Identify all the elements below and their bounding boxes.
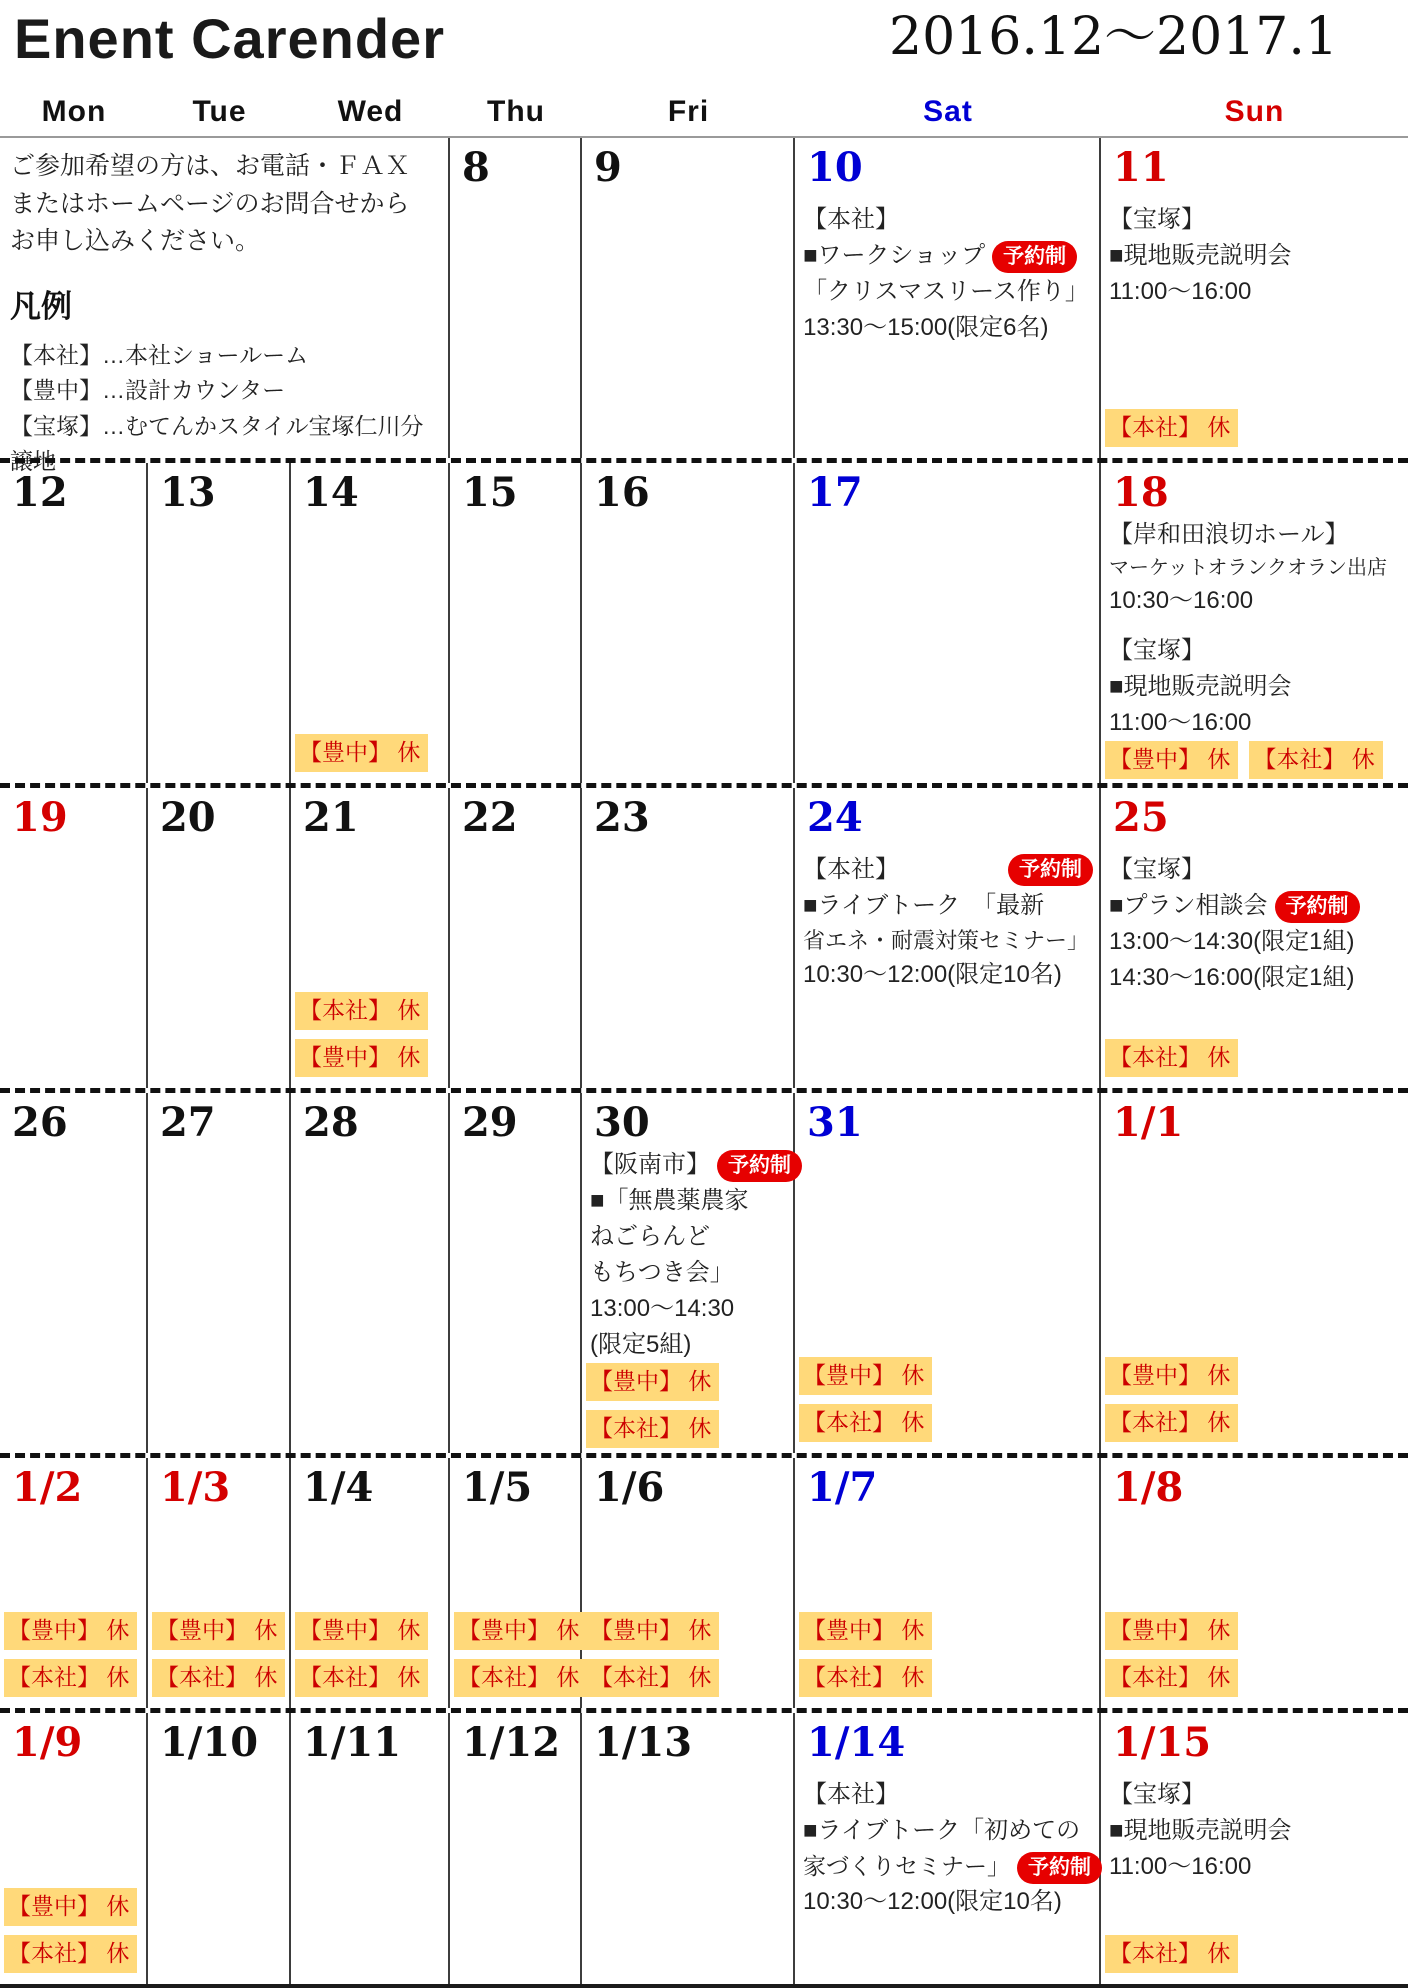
closed-badge: 【本社】 休 <box>4 1935 137 1973</box>
calendar-cell <box>291 1093 450 1453</box>
event <box>586 1147 792 1363</box>
event-text: ■ライブトーク 「最新 <box>803 892 1045 919</box>
date-label: 31 <box>807 1099 863 1146</box>
calendar-cell <box>795 1093 1101 1453</box>
badge-row <box>152 1612 285 1650</box>
badge-row <box>295 1612 428 1650</box>
badge-row <box>152 1659 285 1697</box>
badge-row <box>1105 1039 1238 1077</box>
calendar-cell <box>291 788 450 1088</box>
event-text: 13:00～14:30 <box>590 1295 735 1322</box>
badge-row <box>4 1888 137 1926</box>
week-row <box>0 138 1408 475</box>
date-label: 27 <box>159 1099 216 1146</box>
event-text: ■ワークショップ <box>803 242 986 269</box>
badge-row <box>586 1363 719 1401</box>
calendar-cell <box>1101 1713 1408 1984</box>
closed-badge: 【豊中】 休 <box>799 1357 932 1395</box>
event-text: 13:30～15:00(限定6名) <box>803 314 1049 341</box>
event-line <box>803 1884 1093 1920</box>
badge-row <box>4 1612 137 1650</box>
event-line <box>1109 960 1402 996</box>
event-line <box>1109 888 1402 924</box>
event <box>1105 202 1402 310</box>
week-row <box>0 1453 1408 1708</box>
event-text: 11:00～16:00 <box>1109 1853 1252 1880</box>
event-line <box>1109 924 1402 960</box>
badge-row <box>586 1659 719 1697</box>
event-text: 14:30～16:00(限定1組) <box>1109 964 1355 991</box>
event-line <box>1109 705 1402 741</box>
calendar-cell <box>582 788 795 1088</box>
closed-badges <box>1105 741 1402 784</box>
day-header-sun: Sun <box>1224 95 1285 128</box>
event-line <box>1109 1849 1402 1885</box>
event-text: 【宝塚】 <box>1109 637 1205 664</box>
badge-row <box>295 1659 428 1697</box>
event-line <box>1109 202 1402 238</box>
event-text: 「クリスマスリース作り」 <box>803 278 1089 305</box>
closed-badge: 【豊中】 休 <box>295 1612 428 1650</box>
event-text: 【宝塚】 <box>1109 1781 1205 1808</box>
calendar-cell <box>0 1458 148 1708</box>
calendar-cell <box>148 788 291 1088</box>
calendar-cell <box>291 1458 450 1708</box>
closed-badges <box>799 1357 1093 1447</box>
legend-title: 凡例 <box>10 288 72 324</box>
event-line <box>803 238 1093 274</box>
date-label: 29 <box>461 1099 518 1146</box>
closed-badge: 【本社】 休 <box>586 1659 719 1697</box>
date-label: 14 <box>303 469 359 516</box>
closed-badge: 【豊中】 休 <box>799 1612 932 1650</box>
event <box>799 202 1093 346</box>
badge-row <box>454 1612 587 1650</box>
day-header-thu: Thu <box>487 95 545 128</box>
closed-badge: 【豊中】 休 <box>1105 1612 1238 1650</box>
legend-item: 【本社】…本社ショールーム <box>10 341 309 368</box>
event-line <box>590 1183 787 1219</box>
closed-badge: 【豊中】 休 <box>1105 741 1238 779</box>
closed-badges <box>586 1612 787 1702</box>
event-text: 省エネ・耐震対策セミナー」 <box>803 928 1090 953</box>
badge-row <box>454 1659 587 1697</box>
event-text: 【阪南市】 <box>590 1151 711 1178</box>
date-label: 8 <box>461 144 490 191</box>
closed-badge: 【本社】 休 <box>1105 409 1238 447</box>
date-label: 30 <box>594 1099 650 1146</box>
closed-badges <box>152 1612 283 1702</box>
date-label: 23 <box>594 794 650 841</box>
badge-row <box>799 1612 932 1650</box>
calendar-cell <box>148 463 291 783</box>
event-text: (限定5組) <box>590 1331 692 1358</box>
event-line <box>803 1849 1093 1884</box>
reservation-badge: 予約制 <box>717 1150 802 1182</box>
date-range: 2016.12～2017.1 <box>889 7 1338 67</box>
date-label: 1/12 <box>461 1719 561 1766</box>
event-line <box>1109 238 1402 274</box>
date-label: 24 <box>807 794 863 841</box>
event-text: 【本社】 <box>803 206 900 233</box>
event <box>1105 517 1402 619</box>
event-line <box>590 1219 787 1255</box>
week-row <box>0 458 1408 783</box>
event-line <box>803 310 1093 346</box>
badge-row <box>799 1659 932 1697</box>
date-label: 1/11 <box>303 1719 402 1766</box>
date-label: 17 <box>807 469 863 516</box>
badge-row <box>1105 409 1238 447</box>
event <box>1105 1777 1402 1885</box>
event-line <box>803 957 1093 993</box>
closed-badges <box>1105 1357 1402 1447</box>
event-text: ■ライブトーク「初めての <box>803 1817 1081 1844</box>
calendar-cell <box>795 788 1101 1088</box>
event <box>1105 852 1402 996</box>
calendar-cell <box>450 1713 582 1984</box>
event-line <box>590 1255 787 1291</box>
legend-item: 【宝塚】…むてんかスタイル宝塚仁川分譲地 <box>10 412 424 475</box>
calendar-cell <box>148 1093 291 1453</box>
calendar-cell <box>1101 1458 1408 1708</box>
event-text: 11:00～16:00 <box>1109 709 1252 736</box>
calendar-cell <box>148 1458 291 1708</box>
event-line <box>590 1327 787 1363</box>
closed-badge: 【豊中】 休 <box>1105 1357 1238 1395</box>
closed-badge: 【豊中】 休 <box>152 1612 285 1650</box>
closed-badges <box>295 734 442 777</box>
calendar-cell <box>450 463 582 783</box>
closed-badge: 【本社】 休 <box>1105 1039 1238 1077</box>
calendar-cell <box>582 1458 795 1708</box>
event-text: ■現地販売説明会 <box>1109 1817 1292 1844</box>
day-header-tue: Tue <box>192 95 247 128</box>
event-text: 11:00～16:00 <box>1109 278 1252 305</box>
event-line <box>803 274 1093 310</box>
badge-row <box>1105 1404 1238 1442</box>
calendar-cell <box>1101 138 1408 458</box>
calendar-cell <box>795 1458 1101 1708</box>
badge-row <box>295 992 428 1030</box>
event-line <box>1109 852 1402 888</box>
badge-row <box>1105 1659 1238 1697</box>
badge-row <box>4 1659 137 1697</box>
calendar-cell <box>450 138 582 458</box>
date-label: 16 <box>594 469 650 516</box>
badge-row <box>586 1410 719 1448</box>
closed-badge: 【豊中】 休 <box>295 1039 428 1077</box>
event-text: 【本社】 <box>803 856 900 883</box>
event <box>799 852 1093 993</box>
date-label: 1/13 <box>594 1719 693 1766</box>
calendar-cell <box>0 138 450 475</box>
date-label: 25 <box>1113 794 1169 841</box>
event-line <box>803 1813 1093 1849</box>
closed-badge: 【本社】 休 <box>295 1659 428 1697</box>
date-label: 1/10 <box>159 1719 259 1766</box>
closed-badge: 【豊中】 休 <box>4 1888 137 1926</box>
date-label: 1/2 <box>12 1464 83 1511</box>
closed-badge: 【本社】 休 <box>152 1659 285 1697</box>
date-label: 9 <box>594 144 622 191</box>
date-label: 19 <box>12 794 68 841</box>
badge-row <box>295 734 428 772</box>
event-line <box>803 924 1093 957</box>
event-text: もちつき会」 <box>590 1259 734 1286</box>
date-label: 26 <box>12 1099 68 1146</box>
event-line <box>1109 633 1402 669</box>
event-line <box>590 1291 787 1327</box>
event-line <box>1109 517 1402 553</box>
event-text: 【宝塚】 <box>1109 206 1206 233</box>
closed-badges <box>1105 1039 1402 1082</box>
day-header-fri: Fri <box>667 95 710 128</box>
date-label: 1/14 <box>807 1719 906 1766</box>
date-label: 10 <box>807 144 863 191</box>
calendar-cell <box>450 788 582 1088</box>
day-header-sat: Sat <box>923 95 973 128</box>
closed-badge: 【本社】 休 <box>295 992 428 1030</box>
day-header-mon: Mon <box>41 95 107 128</box>
closed-badge: 【豊中】 休 <box>4 1612 137 1650</box>
event-text: 【岸和田浪切ホール】 <box>1109 521 1349 548</box>
date-label: 28 <box>303 1099 359 1146</box>
date-label: 11 <box>1113 144 1169 191</box>
day-header-wed: Wed <box>337 95 404 128</box>
event <box>1105 633 1402 741</box>
calendar-cell <box>0 1713 148 1984</box>
week-row <box>0 1088 1408 1453</box>
date-label: 1/9 <box>12 1719 83 1766</box>
closed-badge: 【本社】 休 <box>586 1410 719 1448</box>
event-line <box>1109 553 1402 583</box>
reservation-badge: 予約制 <box>1017 1852 1102 1884</box>
calendar-cell <box>291 463 450 783</box>
closed-badge: 【本社】 休 <box>4 1659 137 1697</box>
event-line <box>1109 669 1402 705</box>
event-line <box>1109 583 1402 619</box>
closed-badge: 【本社】 休 <box>799 1659 932 1697</box>
closed-badges <box>295 1612 442 1702</box>
date-label: 21 <box>303 794 359 841</box>
date-label: 1/3 <box>159 1464 231 1511</box>
day-header-row <box>0 88 1408 136</box>
closed-badge: 【豊中】 休 <box>586 1612 719 1650</box>
closed-badges <box>1105 1935 1402 1978</box>
date-label: 13 <box>159 469 216 516</box>
closed-badge: 【本社】 休 <box>799 1404 932 1442</box>
event-text: 【本社】 <box>803 1781 900 1808</box>
event-line <box>590 1147 792 1183</box>
date-label: 1/15 <box>1113 1719 1212 1766</box>
closed-badges <box>1105 409 1402 452</box>
info-text-line: お申し込みください。 <box>10 227 261 255</box>
event-text: ねごらんど <box>590 1223 711 1250</box>
badge-row <box>1105 1357 1238 1395</box>
date-label: 1/8 <box>1113 1464 1184 1511</box>
calendar-cell <box>0 788 148 1088</box>
date-label: 15 <box>461 469 518 516</box>
closed-badges <box>4 1888 140 1978</box>
calendar-cell <box>1101 788 1408 1088</box>
event-text: ■現地販売説明会 <box>1109 673 1292 700</box>
calendar-cell <box>148 1713 291 1984</box>
closed-badge: 【豊中】 休 <box>454 1612 587 1650</box>
calendar-cell <box>450 1458 582 1708</box>
event-line <box>1109 274 1402 310</box>
closed-badge: 【本社】 休 <box>1105 1659 1238 1697</box>
event-line <box>803 1777 1093 1813</box>
closed-badge: 【豊中】 休 <box>295 734 428 772</box>
date-label: 22 <box>461 794 518 841</box>
event-text: マーケットオランクオラン出店 <box>1109 557 1387 579</box>
event-text: 10:30～12:00(限定10名) <box>803 961 1062 988</box>
date-label: 1/4 <box>303 1464 374 1511</box>
closed-badges <box>1105 1612 1402 1702</box>
closed-badges <box>799 1612 1093 1702</box>
calendar-cell <box>1101 1093 1408 1453</box>
closed-badges <box>454 1612 580 1702</box>
event-text: ■プラン相談会 <box>1109 892 1268 919</box>
badge-row <box>799 1404 932 1442</box>
closed-badges <box>586 1363 787 1453</box>
date-label: 1/5 <box>461 1464 533 1511</box>
calendar-cell <box>291 1713 450 1984</box>
event-text: ■現地販売説明会 <box>1109 242 1292 269</box>
event-line <box>803 888 1093 924</box>
calendar-cell <box>1101 463 1408 783</box>
event-text: 13:00～14:30(限定1組) <box>1109 928 1355 955</box>
closed-badges <box>4 1612 140 1702</box>
closed-badge: 【本社】 休 <box>1105 1935 1238 1973</box>
event <box>799 1777 1093 1920</box>
legend-item: 【豊中】…設計カウンター <box>10 377 286 404</box>
page-title: Enent Carender <box>14 7 445 70</box>
event-text: 家づくりセミナー」 <box>803 1853 1011 1879</box>
calendar-cell <box>0 463 148 783</box>
date-label: 1/6 <box>594 1464 665 1511</box>
closed-badge: 【本社】 休 <box>1105 1404 1238 1442</box>
reservation-badge: 予約制 <box>1008 854 1093 886</box>
calendar-cell <box>582 1713 795 1984</box>
event-line <box>803 852 1093 888</box>
calendar-cell <box>795 138 1101 458</box>
calendar-cell <box>582 463 795 783</box>
reservation-badge: 予約制 <box>1275 891 1360 923</box>
closed-badge: 【本社】 休 <box>1249 741 1382 779</box>
badge-row <box>586 1612 719 1650</box>
info-text-line: ご参加希望の方は、お電話・ＦＡＸ <box>10 152 411 180</box>
calendar-cell <box>582 1093 795 1453</box>
event-text: 【宝塚】 <box>1109 856 1205 883</box>
event-text: 10:30～16:00 <box>1109 587 1254 614</box>
closed-badge: 【豊中】 休 <box>586 1363 719 1401</box>
event-line <box>1109 1813 1402 1849</box>
badge-row <box>799 1357 932 1395</box>
badge-row <box>1105 741 1383 779</box>
week-row <box>0 1708 1408 1984</box>
calendar-cell <box>582 138 795 458</box>
date-label: 1/7 <box>807 1464 878 1511</box>
date-label: 20 <box>159 794 216 841</box>
date-label: 18 <box>1113 469 1169 516</box>
calendar-cell <box>795 463 1101 783</box>
info-text-line: またはホームページのお問合せから <box>10 189 410 218</box>
reservation-badge: 予約制 <box>992 241 1077 273</box>
event-text: 10:30～12:00(限定10名) <box>803 1887 1062 1915</box>
date-label: 12 <box>12 469 68 516</box>
badge-row <box>1105 1935 1238 1973</box>
calendar-cell <box>0 1093 148 1453</box>
calendar-cell <box>795 1713 1101 1984</box>
header-bar <box>0 0 1408 88</box>
closed-badges <box>295 992 442 1082</box>
calendar-grid <box>0 136 1408 1988</box>
badge-row <box>295 1039 428 1077</box>
week-row <box>0 783 1408 1088</box>
calendar-cell <box>450 1093 582 1453</box>
event-line <box>1109 1777 1402 1813</box>
event-line <box>803 202 1093 238</box>
date-label: 1/1 <box>1113 1099 1184 1146</box>
badge-row <box>4 1935 137 1973</box>
event-text: ■「無農薬農家 <box>590 1187 749 1214</box>
badge-row <box>1105 1612 1238 1650</box>
closed-badge: 【本社】 休 <box>454 1659 587 1697</box>
